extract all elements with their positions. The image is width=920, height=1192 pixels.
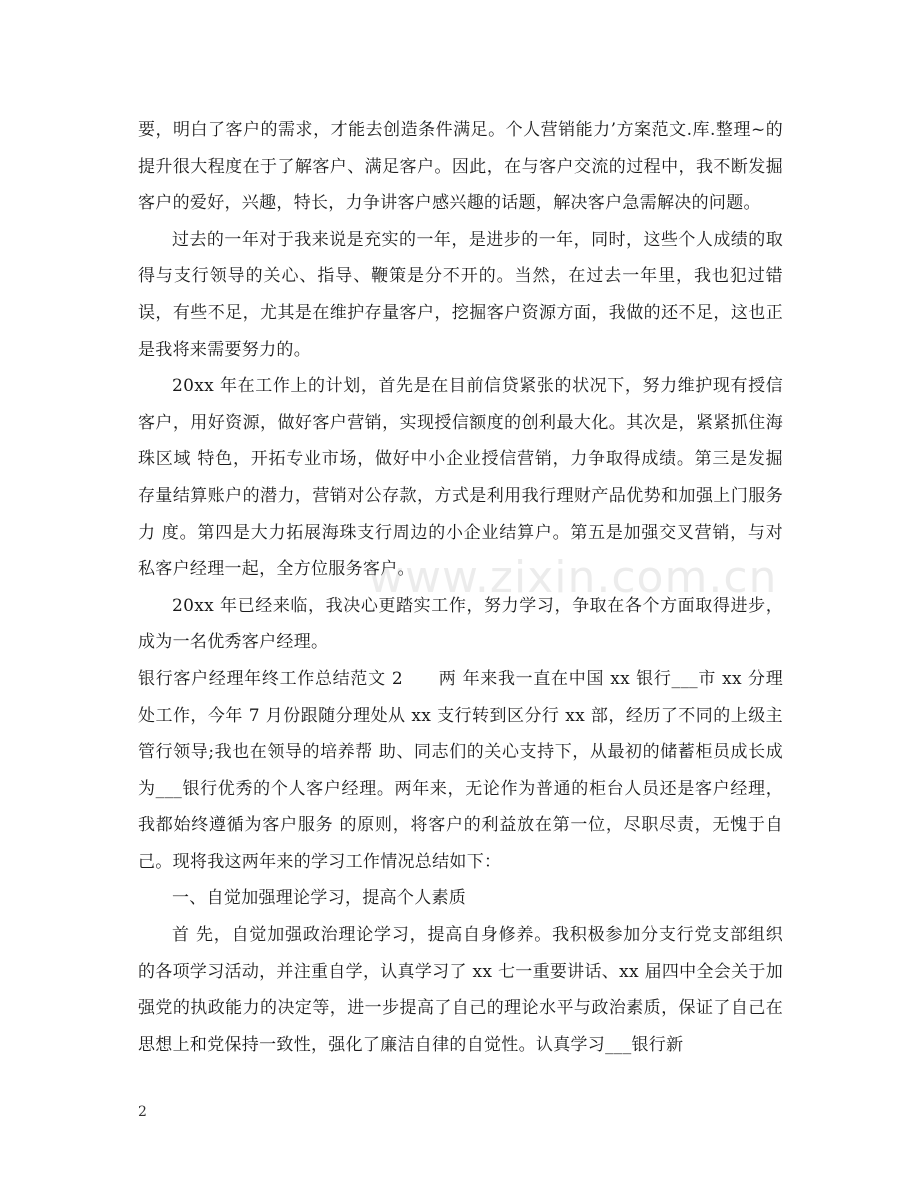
paragraph-4: 20xx 年已经来临，我决心更踏实工作，努力学习，争取在各个方面取得进步，成为一名优秀客户经理。 (138, 595, 783, 653)
paragraph-2: 过去的一年对于我来说是充实的一年，是进步的一年，同时，这些个人成绩的取得与支行领导的关心、指导、鞭策是分不开的。当然，在过去一年里，我也犯过错误，有些不足，尤其是在维护存量客户，挖掘客户资源方面，我做的还不足，这也正是我将来需要努力的。 (138, 229, 783, 360)
page-number: 2 (138, 1104, 147, 1120)
section-heading: 一、自觉加强理论学习，提高个人素质 (172, 888, 467, 909)
paragraph-3: 20xx 年在工作上的计划，首先是在目前信贷紧张的状况下，努力维护现有授信客户，用好资源，做好客户营销，实现授信额度的创利最大化。其次是，紧紧抓住海珠区域 特色，开拓专业市场，做好中小企业授信营销，力争取得成绩。第三是发掘存量结算账户的潜力，营销对公存款，方式是利用我行理财产品优势和加强上门服务力 度。第四是大力拓展海珠支行周边的小企业结算户。第五是加强交叉营销，与对私客户经理一起，全方位服务客户。 (138, 376, 783, 580)
document-body (138, 112, 783, 1063)
paragraph-7: 首 先，自觉加强政治理论学习，提高自身修养。我积极参加分支行党支部组织的各项学习活动，并注重自学，认真学习了 xx 七一重要讲话、xx 届四中全会关于加 强党的执政能力的决定等，进一步提高了自己的理论水平与政治素质，保证了自己在思想上和党保持一致性，强化了廉洁自律的自觉性。认真学习___银行新 (138, 925, 783, 1055)
watermark: www.zixin.com.cn (368, 552, 778, 603)
paragraph-5: 银行客户经理年终工作总结范文 2 两 年来我一直在中国 xx 银行___市 xx 分理处工作，今年 7 月份跟随分理处从 xx 支行转到区分行 xx 部，经历了不同的上级主管行领导;我也在领导的培养帮 助、同志们的关心支持下，从最初的储蓄柜员成长成为___银行优秀的个人客户经理。两年来，无论作为普通的柜台人员还是客户经理，我都始终遵循为客户服务 的原则，将客户的利益放在第一位，尽职尽责，无愧于自己。现将我这两年来的学习工作情况总结如下： (138, 668, 783, 872)
paragraph-1: 要，明白了客户的需求，才能去创造条件满足。个人营销能力’方案范文.库.整理~的提升很大程度在于了解客户、满足客户。因此，在与客户交流的过程中，我不断发掘客户的爱好，兴趣，特长，力争讲客户感兴趣的话题，解决客户急需解决的问题。 (138, 120, 783, 214)
